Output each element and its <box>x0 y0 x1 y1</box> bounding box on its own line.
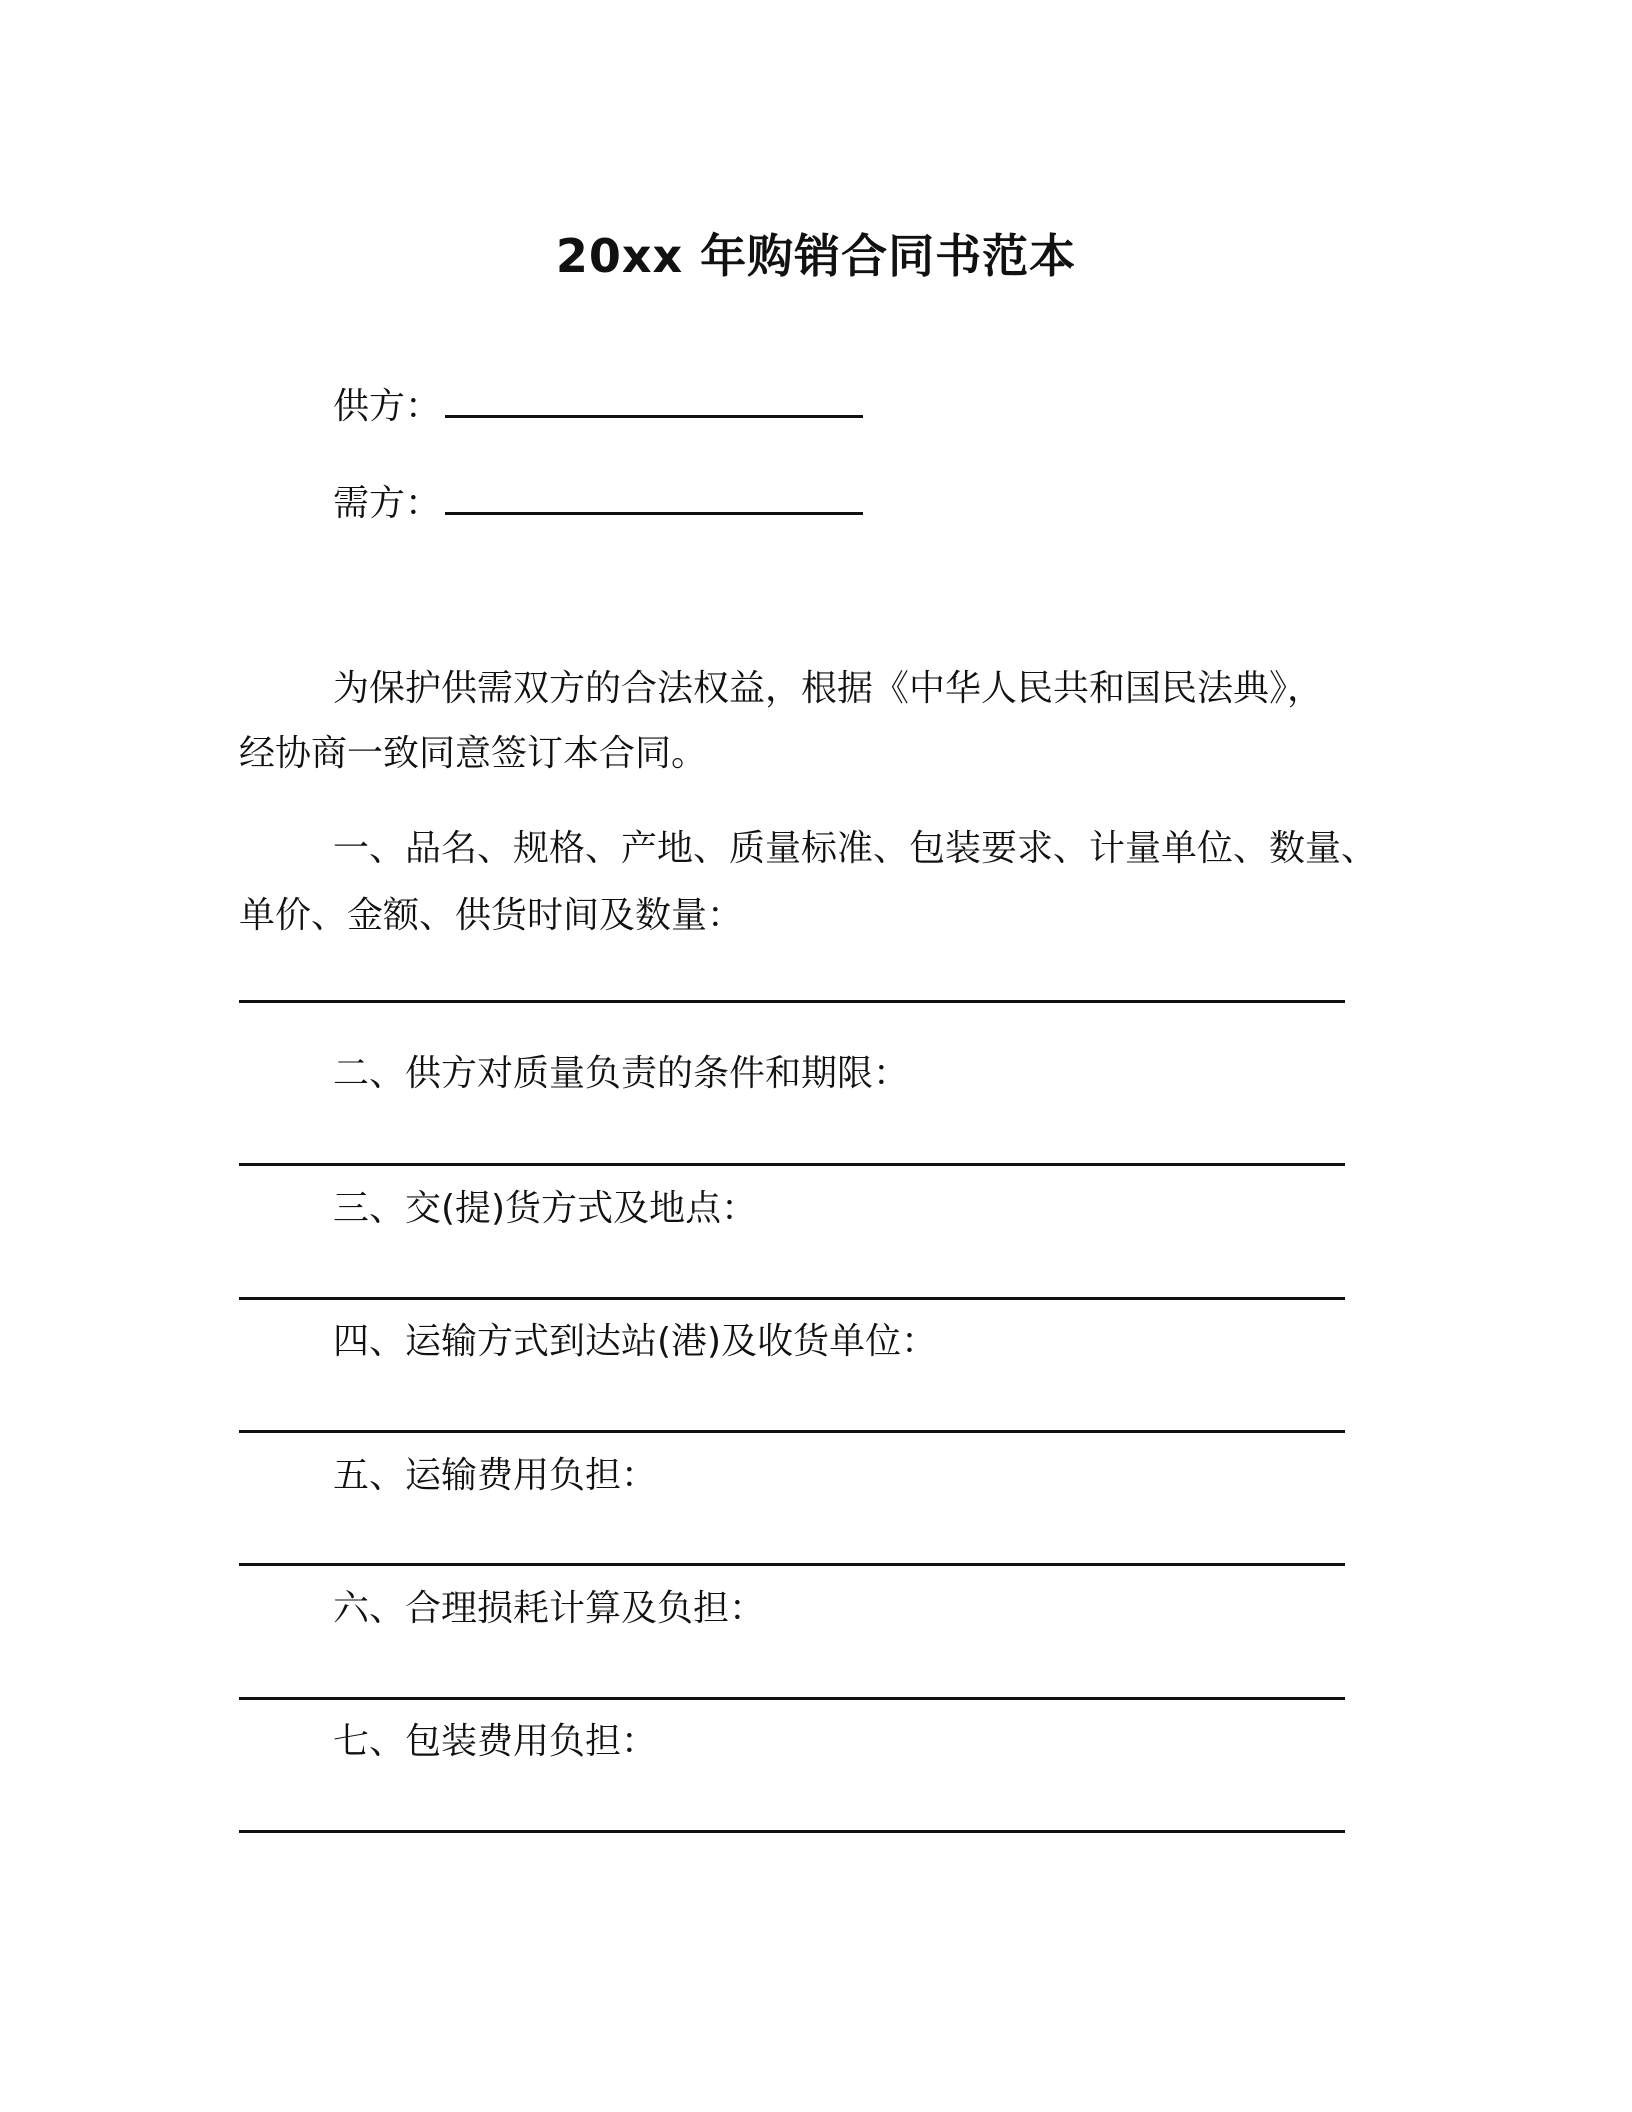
buyer-row <box>333 480 863 528</box>
preamble-line-1: 为保护供需双方的合法权益，根据《中华人民共和国民法典》， <box>333 668 1324 709</box>
supplier-label: 供方： <box>333 386 442 427</box>
preamble-line-2: 经协商一致同意签订本合同。 <box>239 733 708 774</box>
clause-2-fill-line <box>239 1163 1345 1166</box>
buyer-blank-line <box>445 482 863 515</box>
clause-3-fill-line <box>239 1297 1345 1300</box>
clause-4-line: 四、运输方式到达站(港)及收货单位： <box>333 1321 938 1362</box>
clause-4-fill-line <box>239 1430 1345 1433</box>
clause-1-line-1: 一、品名、规格、产地、质量标准、包装要求、计量单位、数量、 <box>333 828 1378 869</box>
document-title: 20xx 年购销合同书范本 <box>555 229 1077 283</box>
clause-6-fill-line <box>239 1697 1345 1700</box>
clause-7-fill-line <box>239 1830 1345 1833</box>
clause-5-line: 五、运输费用负担： <box>333 1455 658 1496</box>
clause-3-line: 三、交(提)货方式及地点： <box>333 1188 758 1229</box>
supplier-row <box>333 383 863 431</box>
clause-7-line: 七、包装费用负担： <box>333 1721 658 1762</box>
supplier-blank-line <box>445 385 863 418</box>
buyer-label: 需方： <box>333 483 442 524</box>
clause-6-line: 六、合理损耗计算及负担： <box>333 1588 766 1629</box>
clause-1-line-2: 单价、金额、供货时间及数量： <box>239 895 744 936</box>
clause-5-fill-line <box>239 1563 1345 1566</box>
clause-1-fill-line <box>239 1000 1345 1003</box>
clause-2-line: 二、供方对质量负责的条件和期限： <box>333 1053 910 1094</box>
